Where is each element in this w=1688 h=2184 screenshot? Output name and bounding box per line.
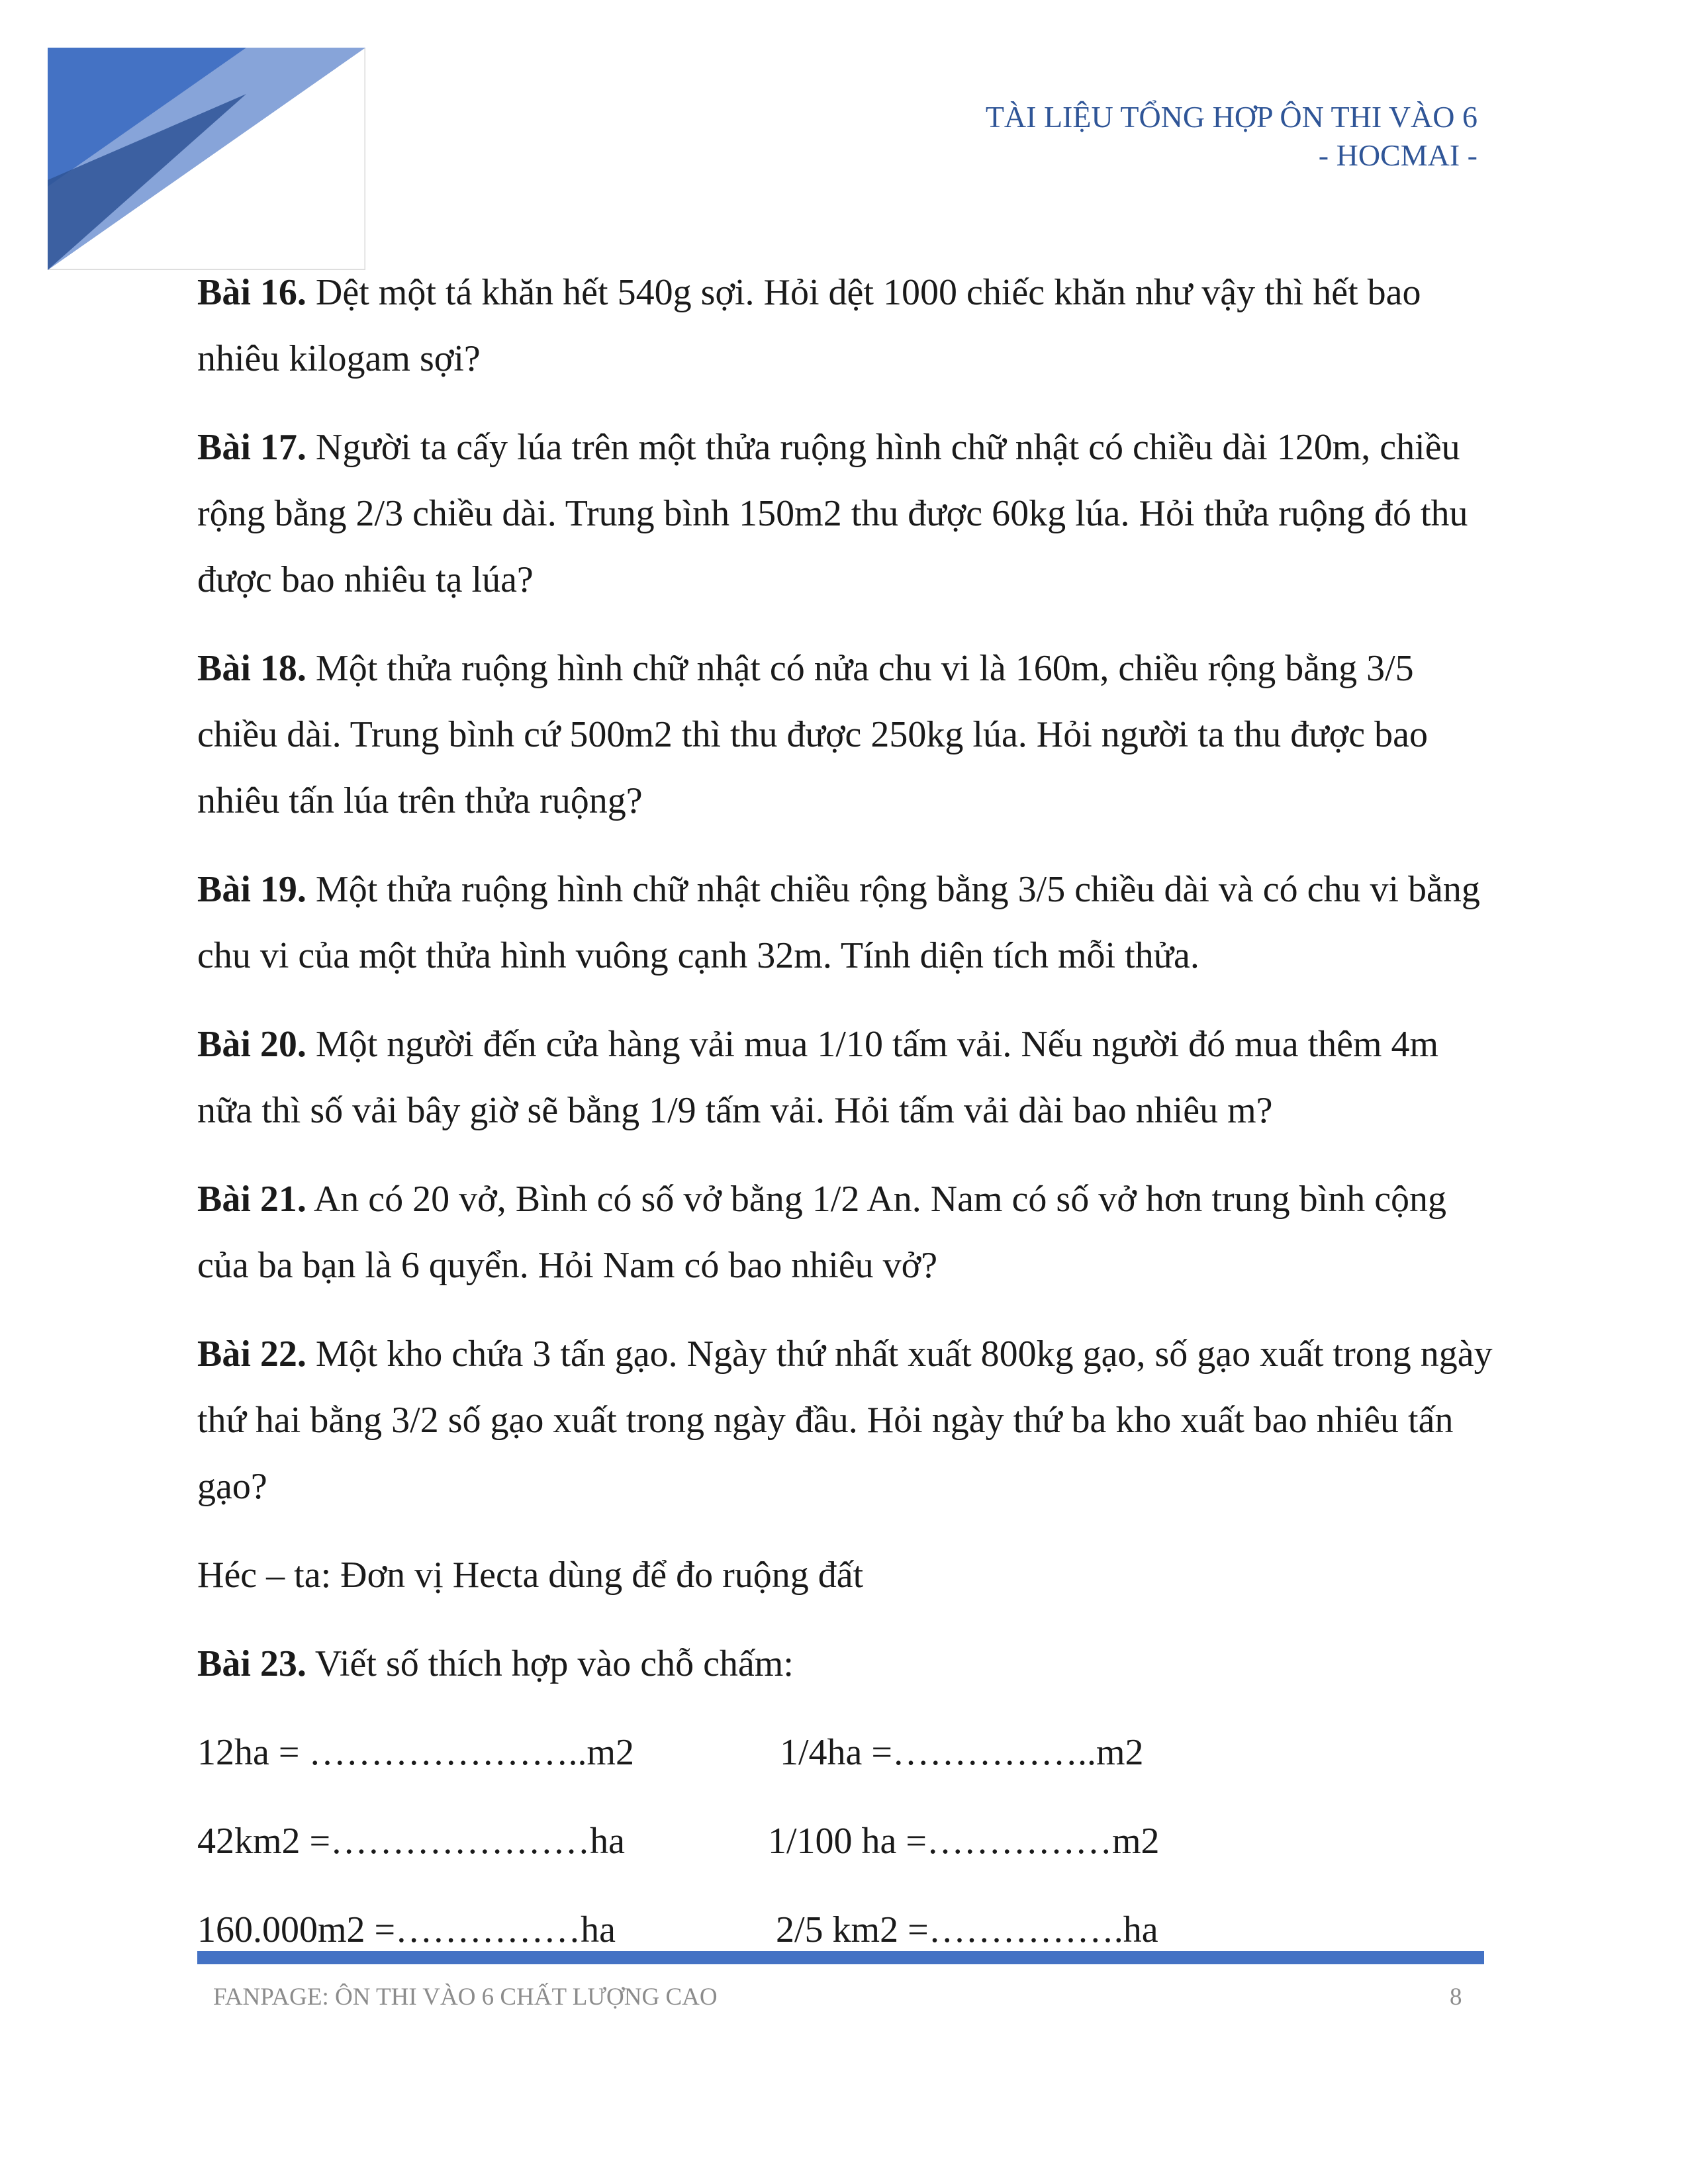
document-header <box>986 98 1477 175</box>
problem-19 <box>197 856 1495 989</box>
problem-18 <box>197 635 1495 834</box>
problem-text: Viết số thích hợp vào chỗ chấm: <box>314 1643 794 1684</box>
problem-label: Bài 19. <box>197 869 306 910</box>
problem-label: Bài 17. <box>197 427 306 468</box>
problem-label: Bài 18. <box>197 648 306 689</box>
exercise-right: 1/100 ha =……………m2 <box>768 1821 1160 1862</box>
problem-21 <box>197 1166 1495 1298</box>
exercise-row <box>197 1808 1495 1874</box>
footer-fanpage: FANPAGE: ÔN THI VÀO 6 CHẤT LƯỢNG CAO <box>213 1983 718 2011</box>
header-title: TÀI LIỆU TỔNG HỢP ÔN THI VÀO 6 <box>985 100 1477 134</box>
exercise-right: 2/5 km2 =…………….ha <box>776 1909 1158 1950</box>
exercise-left: 42km2 =…………………ha <box>197 1821 625 1862</box>
problem-label: Bài 20. <box>197 1024 306 1065</box>
footer-divider <box>197 1951 1484 1964</box>
exercise-left: 12ha = …………………..m2 <box>197 1732 634 1773</box>
header-subtitle: - HOCMAI - <box>1318 138 1477 172</box>
problem-label: Bài 22. <box>197 1334 306 1375</box>
problem-label: Bài 16. <box>197 272 306 313</box>
exercise-row <box>197 1719 1495 1786</box>
corner-decoration <box>48 48 365 270</box>
exercise-right: 1/4ha =……………..m2 <box>780 1732 1144 1773</box>
problem-text: An có 20 vở, Bình có số vở bằng 1/2 An. Nam có số vở hơn trung bình cộng của ba bạn là 6 quyển. Hỏi Nam có bao nhiêu vở? <box>197 1179 1447 1286</box>
document-body <box>197 259 1495 1985</box>
problem-label: Bài 21. <box>197 1179 306 1220</box>
problem-text: Một kho chứa 3 tấn gạo. Ngày thứ nhất xuất 800kg gạo, số gạo xuất trong ngày thứ hai bằng 3/2 số gạo xuất trong ngày đầu. Hỏi ngày thứ ba kho xuất bao nhiêu tấn gạo? <box>197 1334 1493 1507</box>
problem-text: Dệt một tá khăn hết 540g sợi. Hỏi dệt 1000 chiếc khăn như vậy thì hết bao nhiêu kilogam sợi? <box>197 272 1421 379</box>
problem-text: Một thửa ruộng hình chữ nhật chiều rộng bằng 3/5 chiều dài và có chu vi bằng chu vi của một thửa hình vuông cạnh 32m. Tính diện tích mỗi thửa. <box>197 869 1480 976</box>
problem-17 <box>197 414 1495 613</box>
page-number: 8 <box>1450 1983 1462 2011</box>
problem-23 <box>197 1631 1495 1697</box>
problem-text: Một thửa ruộng hình chữ nhật có nửa chu vi là 160m, chiều rộng bằng 3/5 chiều dài. Trung bình cứ 500m2 thì thu được 250kg lúa. Hỏi người ta thu được bao nhiêu tấn lúa trên thửa ruộng? <box>197 648 1428 821</box>
exercise-left: 160.000m2 =……………ha <box>197 1909 616 1950</box>
problem-text: Một người đến cửa hàng vải mua 1/10 tấm vải. Nếu người đó mua thêm 4m nữa thì số vải bây giờ sẽ bằng 1/9 tấm vải. Hỏi tấm vải dài bao nhiêu m? <box>197 1024 1439 1131</box>
problem-20 <box>197 1011 1495 1144</box>
problem-label: Bài 23. <box>197 1643 306 1684</box>
problem-16 <box>197 259 1495 392</box>
problem-22 <box>197 1321 1495 1520</box>
hectare-note: Héc – ta: Đơn vị Hecta dùng để đo ruộng đất <box>197 1555 864 1596</box>
problem-text: Người ta cấy lúa trên một thửa ruộng hình chữ nhật có chiều dài 120m, chiều rộng bằng 2/3 chiều dài. Trung bình 150m2 thu được 60kg lúa. Hỏi thửa ruộng đó thu được bao nhiêu tạ lúa? <box>197 427 1468 600</box>
